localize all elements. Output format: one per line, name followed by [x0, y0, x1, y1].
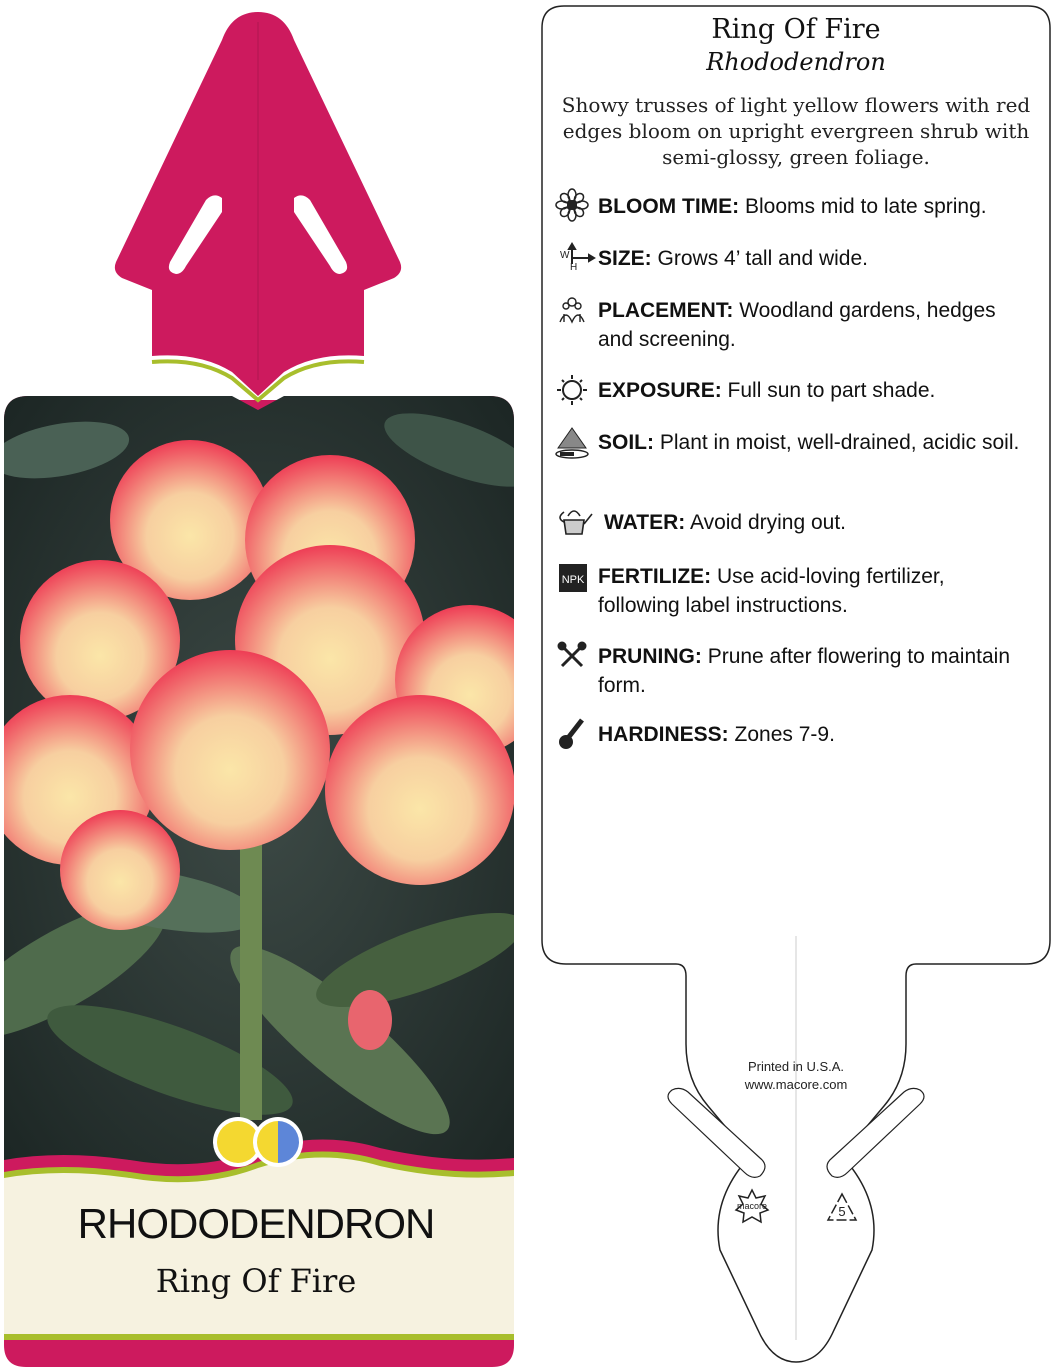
- npk-label: NPK: [561, 574, 585, 586]
- care-text: Avoid drying out.: [689, 511, 846, 534]
- npk-icon: [559, 564, 587, 592]
- care-label: SIZE:: [598, 247, 652, 270]
- care-text: Blooms mid to late spring.: [745, 195, 987, 218]
- printed-info: [680, 1058, 912, 1094]
- care-label: WATER:: [604, 511, 686, 534]
- front-tag: [0, 12, 545, 1367]
- website-text: www.macore.com: [744, 1077, 848, 1092]
- care-text: Woodland gardens, hedges and screening.: [598, 299, 996, 351]
- care-text: Full sun to part shade.: [727, 379, 936, 402]
- care-text: Plant in moist, well-drained, acidic soil.: [659, 431, 1020, 454]
- care-label: SOIL:: [598, 431, 654, 454]
- back-title: Ring Of Fire: [711, 14, 881, 45]
- svg-text:macore: macore: [736, 1201, 768, 1211]
- care-text: Grows 4’ tall and wide.: [657, 247, 868, 270]
- printed-in-text: Printed in U.S.A.: [747, 1059, 845, 1074]
- care-text: Use acid-loving fertilizer, following label instructions.: [598, 565, 945, 617]
- care-text: Prune after flowering to maintain form.: [598, 645, 1011, 697]
- size-icon-h: H: [570, 262, 578, 273]
- back-description: Showy trusses of light yellow flowers with red edges bloom on upright evergreen shrub with semi-glossy, green foliage.: [561, 93, 1031, 169]
- care-label: FERTILIZE:: [598, 565, 712, 588]
- svg-text:5: 5: [838, 1204, 846, 1219]
- flower-photo: [0, 396, 545, 1176]
- front-cultivar-name: Ring Of Fire: [155, 1262, 357, 1300]
- care-label: BLOOM TIME:: [598, 195, 740, 218]
- care-label: PRUNING:: [598, 645, 702, 668]
- care-label: PLACEMENT:: [598, 299, 734, 322]
- front-genus-title: RHODODENDRON: [77, 1200, 435, 1247]
- care-text: Zones 7-9.: [734, 723, 835, 746]
- care-label: HARDINESS:: [598, 723, 729, 746]
- back-botanical-name: Rhododendron: [706, 48, 886, 76]
- care-label: EXPOSURE:: [598, 379, 722, 402]
- size-icon-w: W: [560, 250, 570, 261]
